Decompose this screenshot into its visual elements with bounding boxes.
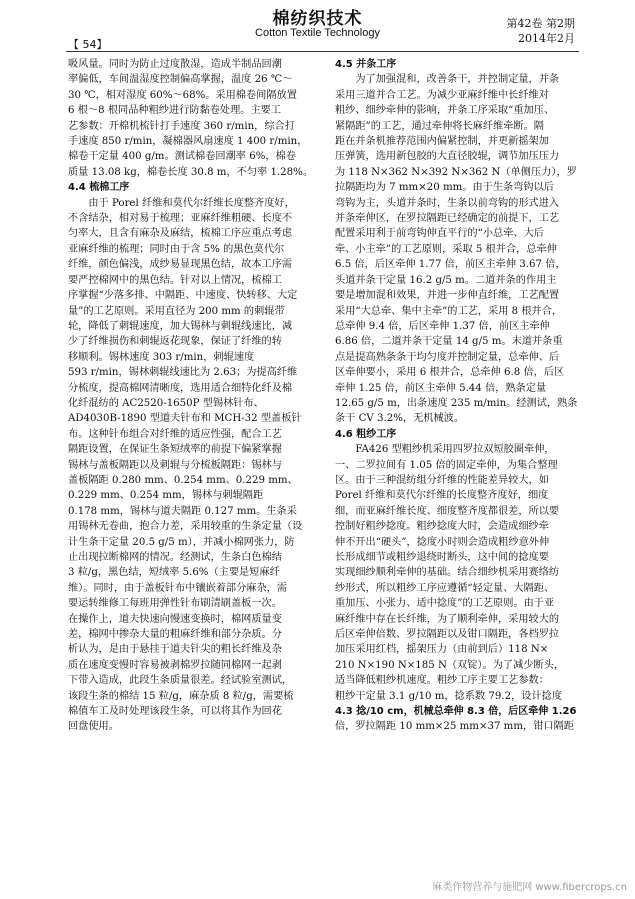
text-line: 止出现拉断棉网的情况。经测试，生条白色棉结 bbox=[68, 552, 282, 563]
text-line: 12.65 g/5 m，出条速度 235 m/min。经测试，熟条 bbox=[335, 397, 578, 409]
text-line: 配置采用利于前弯钩伸直平行的“小总牵、大后 bbox=[335, 228, 544, 240]
text-line: 适当降低粗纱机速度。粗纱工序主要工艺参数： bbox=[335, 675, 549, 687]
section-heading: 4.4 梳棉工序 bbox=[68, 182, 130, 194]
text-line: 210 N×190 N×185 N（双锭）。为了减少断头， bbox=[335, 659, 565, 671]
text-line: 要运转维修工每班用弹性针布刷清刷盖板一次。 bbox=[68, 598, 282, 610]
text-line: 倍，罗拉隔距 10 mm×25 mm×37 mm，钳口隔距 bbox=[335, 721, 574, 733]
text-line: 由于 Porel 纤维和莫代尔纤维长度整齐度好， bbox=[68, 197, 295, 209]
text-line: 棉卷干定量 400 g/m。测试棉卷回潮率 6%，棉卷 bbox=[68, 151, 296, 163]
journal-title-en: Cotton Textile Technology bbox=[255, 27, 380, 39]
journal-title-cn: 棉纺织技术 bbox=[272, 9, 363, 29]
text-line: 隔距设置，在保证生条短绒率的前提下偏紧掌握 bbox=[68, 444, 282, 456]
text-line: 6.5 倍，后区牵伸 1.77 倍，前区主牵伸 3.67 倍， bbox=[335, 259, 566, 271]
text-line: 麻纤维中存在长纤维，为了顺利牵伸，采用较大的 bbox=[335, 613, 560, 625]
text-line: 长形成细节或粗纱退绕时断头，这中间的捻度要 bbox=[335, 552, 549, 563]
text-line: 布。这种针布组合对纤维的适应性强，配合工艺 bbox=[68, 428, 282, 440]
text-line: 距在并条机推荐范围内偏紧控制，并更新摇架加 bbox=[335, 136, 549, 148]
issue-date: 2014年2月 bbox=[518, 32, 575, 45]
watermark: 麻类作物营养与施肥网 www.fibercrops.cn bbox=[432, 882, 627, 893]
text-line: 牵、小主牵”的工艺原则，采取 5 根并合，总牵伸 bbox=[335, 243, 557, 255]
text-line: 粗纱、细纱牵伸的影响，并条工序采取“重加压、 bbox=[335, 105, 555, 117]
page-header bbox=[0, 0, 635, 60]
text-line: 序掌握“少落多排、中隔距、中速度、快转移、大定 bbox=[68, 290, 298, 302]
text-line: 0.229 mm、0.254 mm，锡林与刺辊隔距 bbox=[68, 490, 264, 502]
text-line: 该段生条的棉结 15 粒/g，麻杂质 8 粒/g，需要梳 bbox=[68, 690, 294, 702]
text-line: 轮，降低了刺辊速度，加大锡林与刺辊线速比，减 bbox=[68, 320, 293, 332]
page-number: 【 54】 bbox=[68, 38, 108, 51]
text-line: 吸风量。同时为防止过度散湿，造成半制品回潮 bbox=[68, 59, 282, 70]
text-line: 手速度 850 r/min，凝棉器风扇速度 1 400 r/min， bbox=[68, 136, 308, 148]
left-column bbox=[68, 57, 314, 735]
text-line: 移顺利。锡林速度 303 r/min，刺辊速度 bbox=[68, 351, 255, 363]
text-line: 化纤混纺的 AC2520-1650P 型锡林针布、 bbox=[68, 397, 264, 409]
text-line: 质量 13.08 kg，棉卷长度 30.8 m，不匀率 1.28%。 bbox=[68, 166, 314, 178]
right-column bbox=[335, 57, 578, 735]
text-line: Porel 纤维和莫代尔纤维的长度整齐度好，细度 bbox=[335, 490, 549, 502]
volume-info bbox=[507, 16, 576, 46]
text-line: 用锡林无卷曲，抱合力差，采用较重的生条定量（设 bbox=[68, 521, 303, 533]
section-heading: 4.3 捻/10 cm，机械总牵伸 8.3 倍，后区牵伸 1.26 bbox=[335, 706, 577, 718]
text-line: 点是提高熟条条干均匀度并控制定量，总牵伸、后 bbox=[335, 351, 560, 363]
text-line: 细，而亚麻纤维长度、细度整齐度都很差，所以要 bbox=[335, 505, 560, 517]
text-line: 采用“大总牵、集中主牵”的工艺，采用 8 根并合， bbox=[335, 305, 563, 317]
text-line: 棉值车工及时处理该段生条，可以将其作为回花 bbox=[68, 706, 282, 718]
text-line: 总牵伸 9.4 倍，后区牵伸 1.37 倍，前区主牵伸 bbox=[335, 320, 550, 332]
text-line: 重加压、小张力、适中捻度”的工艺原则。由于亚 bbox=[335, 598, 555, 610]
text-line: 弯钩为主，头道并条时，生条以前弯钩的形式进入 bbox=[335, 197, 560, 209]
volume-issue: 第42卷 第2期 bbox=[506, 17, 575, 30]
text-line: 不含结杂，相对易于梳理；亚麻纤维粗硬、长度不 bbox=[68, 213, 293, 225]
text-line: 纱形式，所以粗纱工序应遵循“轻定量、大隔距、 bbox=[335, 582, 555, 594]
text-line: 条干 CV 3.2%，无机械波。 bbox=[335, 413, 465, 425]
text-line: 采用三道并合工艺。为减少亚麻纤维中长纤维对 bbox=[335, 89, 549, 101]
text-line: 匀率大，且含有麻杂及麻结，梳棉工序应重点考虑 bbox=[68, 228, 293, 240]
text-line: 压弹簧，选用新包胶的大直径胶辊，调节加压压力 bbox=[335, 151, 560, 163]
text-line: 6.86 倍，二道并条干定量 14 g/5 m。末道并条重 bbox=[335, 336, 563, 348]
text-line: 盖板隔距 0.280 mm、0.254 mm、0.229 mm、 bbox=[68, 474, 298, 486]
text-line: 下带入造成，此段生条质量很差。经试验室测试， bbox=[68, 675, 293, 687]
text-line: 在操作上，道夫快速向慢速变换时，棉网质量变 bbox=[68, 613, 282, 625]
text-line: 计生条干定量 20.5 g/5 m），并减小棉网张力，防 bbox=[68, 536, 295, 548]
text-line: 牵伸 1.25 倍，前区主牵伸 5.44 倍，熟条定量 bbox=[335, 382, 547, 394]
text-line: 艺参数：开棉机梳针打手速度 360 r/min，综合打 bbox=[68, 120, 295, 132]
text-line: 3 粒/g，黑色结，短绒率 5.6%（主要是短麻纤 bbox=[68, 567, 280, 579]
text-line: 区。由于三种混纺组分纤维的性能差异较大，如 bbox=[335, 474, 549, 486]
text-line: 为 118 N×362 N×392 N×362 N（单侧压力），罗 bbox=[335, 166, 577, 178]
text-line: 粗纱干定量 3.1 g/10 m，捻系数 79.2，设计捻度 bbox=[335, 690, 563, 702]
text-line: 亚麻纤维的梳理；同时由于含 5% 的黑色莫代尔 bbox=[68, 243, 285, 255]
text-line: AD4030B-1890 型道夫针布和 MCH-32 型盖板针 bbox=[68, 413, 302, 425]
text-line: 少了纤维损伤和刺辊返花现象，保证了纤维的转 bbox=[68, 336, 282, 348]
text-line: 伸不开出“硬头”，捻度小时则会造成粗纱意外伸 bbox=[335, 536, 550, 548]
text-line: 紧隔距”的工艺，通过牵伸将长麻纤维牵断。隔 bbox=[335, 120, 544, 132]
text-line: 分梳度，提高棉网清晰度，选用适合细特化纤及棉 bbox=[68, 382, 293, 394]
text-line: 要是增加混和效果，并进一步伸直纤维，工艺配置 bbox=[335, 290, 560, 302]
text-line: 实现细纱顺利牵伸的基础。结合细纱机采用赛络纺 bbox=[335, 567, 560, 579]
text-line: 控制好粗纱捻度。粗纱捻度大时，会造成细纱牵 bbox=[335, 521, 549, 533]
text-line: 为了加强混和，改善条干，并控制定量，并条 bbox=[335, 74, 560, 86]
text-line: 回盘使用。 bbox=[68, 721, 119, 733]
text-line: 锡林与盖板隔距以及刺辊与分梳板隔距：锡林与 bbox=[68, 459, 282, 471]
text-line: 质在速度变慢时容易被剥棉罗拉随同棉网一起剥 bbox=[68, 659, 282, 671]
text-line: 差，棉网中掺杂大量的粗麻纤维和部分杂质。分 bbox=[68, 629, 282, 641]
text-line: 并条牵伸区，在罗拉隔距已经确定的前提下，工艺 bbox=[335, 213, 560, 225]
text-line: 区牵伸要小，采用 6 根并合，总牵伸 6.8 倍，后区 bbox=[335, 367, 565, 379]
text-line: 一、二罗拉间有 1.05 倍的固定牵伸，为集合整理 bbox=[335, 459, 558, 471]
text-line: 头道并条干定量 16.2 g/5 m。二道并条的作用主 bbox=[335, 274, 557, 286]
text-line: 要严控棉网中的黑色结。针对以上情况，梳棉工 bbox=[68, 274, 282, 286]
text-line: 后区牵伸倍数、罗拉隔距以及钳口隔距，各档罗拉 bbox=[335, 629, 560, 641]
text-line: 析认为，是由于悬挂于道夫针尖的粗长纤维及杂 bbox=[68, 644, 282, 656]
text-line: 维）。同时，由于盖板针布中镶嵌着部分麻杂，需 bbox=[68, 582, 288, 594]
text-line: 0.178 mm，锡林与道夫隔距 0.127 mm。生条采 bbox=[68, 505, 297, 517]
section-heading: 4.6 粗纱工序 bbox=[335, 428, 397, 440]
text-line: 拉隔距均为 7 mm×20 mm。由于生条弯钩以后 bbox=[335, 182, 554, 194]
text-line: FA426 型粗纱机采用四罗拉双短胶圈牵伸， bbox=[335, 444, 555, 456]
text-line: 量”的工艺原则。采用直径为 200 mm 的刺辊带 bbox=[68, 305, 285, 317]
text-line: 率偏低，车间温湿度控制偏高掌握，温度 26 ℃～ bbox=[68, 74, 293, 86]
text-line: 纤维，颜色偏浅，成纱易显现黑色结，故本工序需 bbox=[68, 259, 293, 271]
text-line: 6 根～8 根同品种粗纱进行防黏卷处理。主要工 bbox=[68, 105, 282, 117]
text-line: 30 ℃，相对湿度 60%～68%。采用棉卷间隔放置 bbox=[68, 89, 297, 101]
text-line: 加压采用红档，摇架压力（由前到后）118 N× bbox=[335, 644, 549, 656]
header-rule bbox=[66, 51, 579, 52]
section-heading: 4.5 并条工序 bbox=[335, 59, 397, 70]
text-line: 593 r/min，锡林刺辊线速比为 2.63；为提高纤维 bbox=[68, 367, 298, 379]
